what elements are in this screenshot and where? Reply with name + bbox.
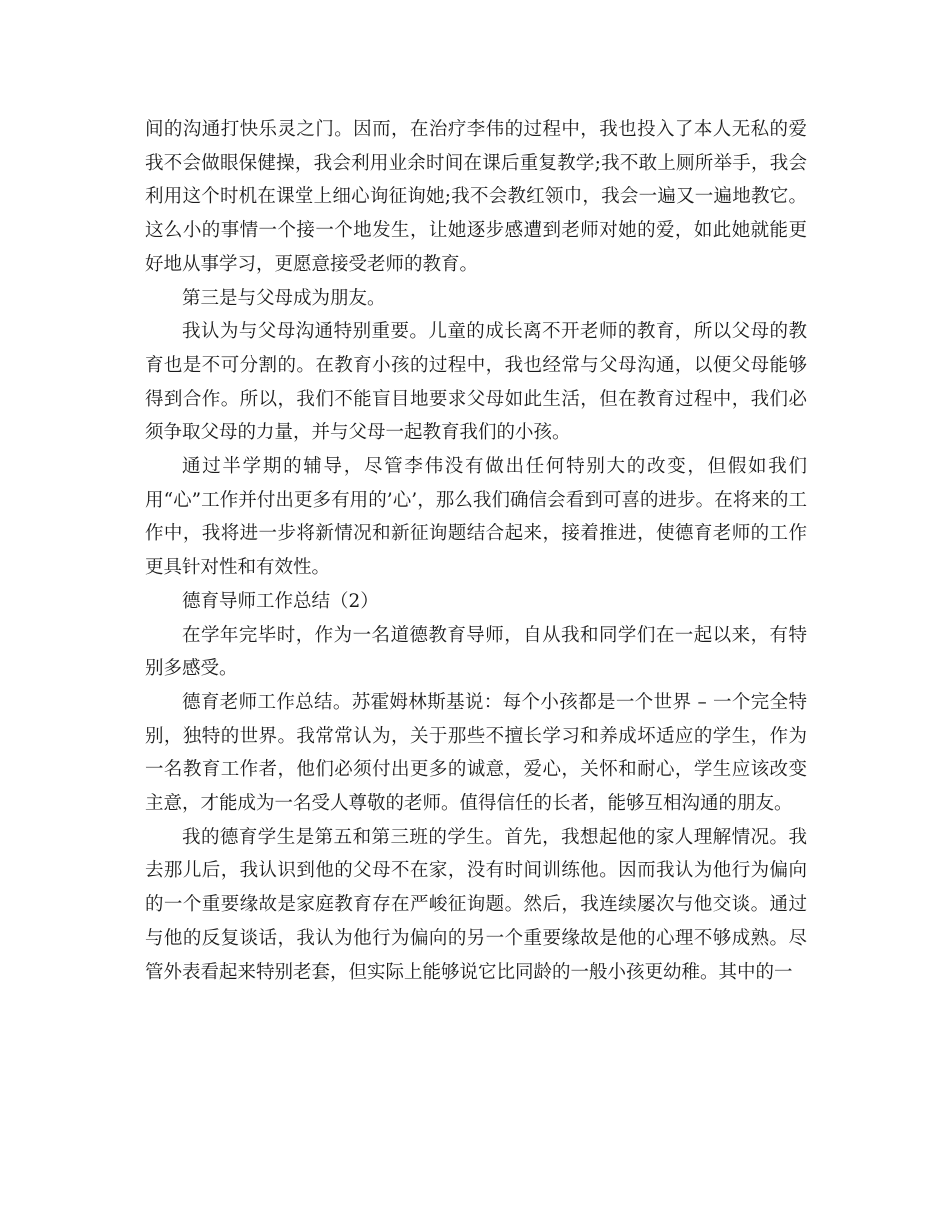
paragraph-4: 通过半学期的辅导，尽管李伟没有做出任何特别大的改变，但假如我们用“心”工作并付出更多有用的’心’，那么我们确信会看到可喜的进步。在将来的工作中，我将进一步将新情况和新征询题结合起来，接着推进，使德育老师的工作更具针对性和有效性。 [145,456,807,579]
paragraph-7: 我的德育学生是第五和第三班的学生。首先，我想起他的家人理解情况。我去那儿后，我认识到他的父母不在家，没有时间训练他。因而我认为他行为偏向的一个重要缘故是家庭教育存在严峻征询题。然后，我连续屡次与他交谈。通过与他的反复谈话，我认为他行为偏向的另一个重要缘故是他的心理不够成熟。尽管外表看起来特别老套，但实际上能够说它比同龄的一般小孩更幼稚。其中的一 [145,826,807,983]
paragraph-3: 我认为与父母沟通特别重要。儿童的成长离不开老师的教育，所以父母的教育也是不可分割的。在教育小孩的过程中，我也经常与父母沟通，以便父母能够得到合作。所以，我们不能盲目地要求父母如此生活，但在教育过程中，我们必须争取父母的力量，并与父母一起教育我们的小孩。 [145,321,807,444]
document-body [145,113,807,989]
paragraph-2: 第三是与父母成为朋友。 [182,287,386,309]
paragraph-5: 在学年完毕时，作为一名道德教育导师，自从我和同学们在一起以来，有特别多感受。 [145,624,807,680]
section-heading: 德育导师工作总结（2） [182,590,379,612]
paragraph-1: 间的沟通打快乐灵之门。因而，在治疗李伟的过程中，我也投入了本人无私的爱我不会做眼保健操，我会利用业余时间在课后重复教学;我不敢上厕所举手，我会利用这个时机在课堂上细心询征询她;我不会教红领巾，我会一遍又一遍地教它。这么小的事情一个接一个地发生，让她逐步感遭到老师对她的爱，如此她就能更好地从事学习，更愿意接受老师的教育。 [145,119,807,275]
paragraph-6: 德育老师工作总结。苏霍姆林斯基说：每个小孩都是一个世界 – 一个完全特别，独特的世界。我常常认为，关于那些不擅长学习和养成坏适应的学生，作为一名教育工作者，他们必须付出更多的诚意，爱心，关怀和耐心，学生应该改变主意，才能成为一名受人尊敬的老师。值得信任的长者，能够互相沟通的朋友。 [145,691,807,815]
